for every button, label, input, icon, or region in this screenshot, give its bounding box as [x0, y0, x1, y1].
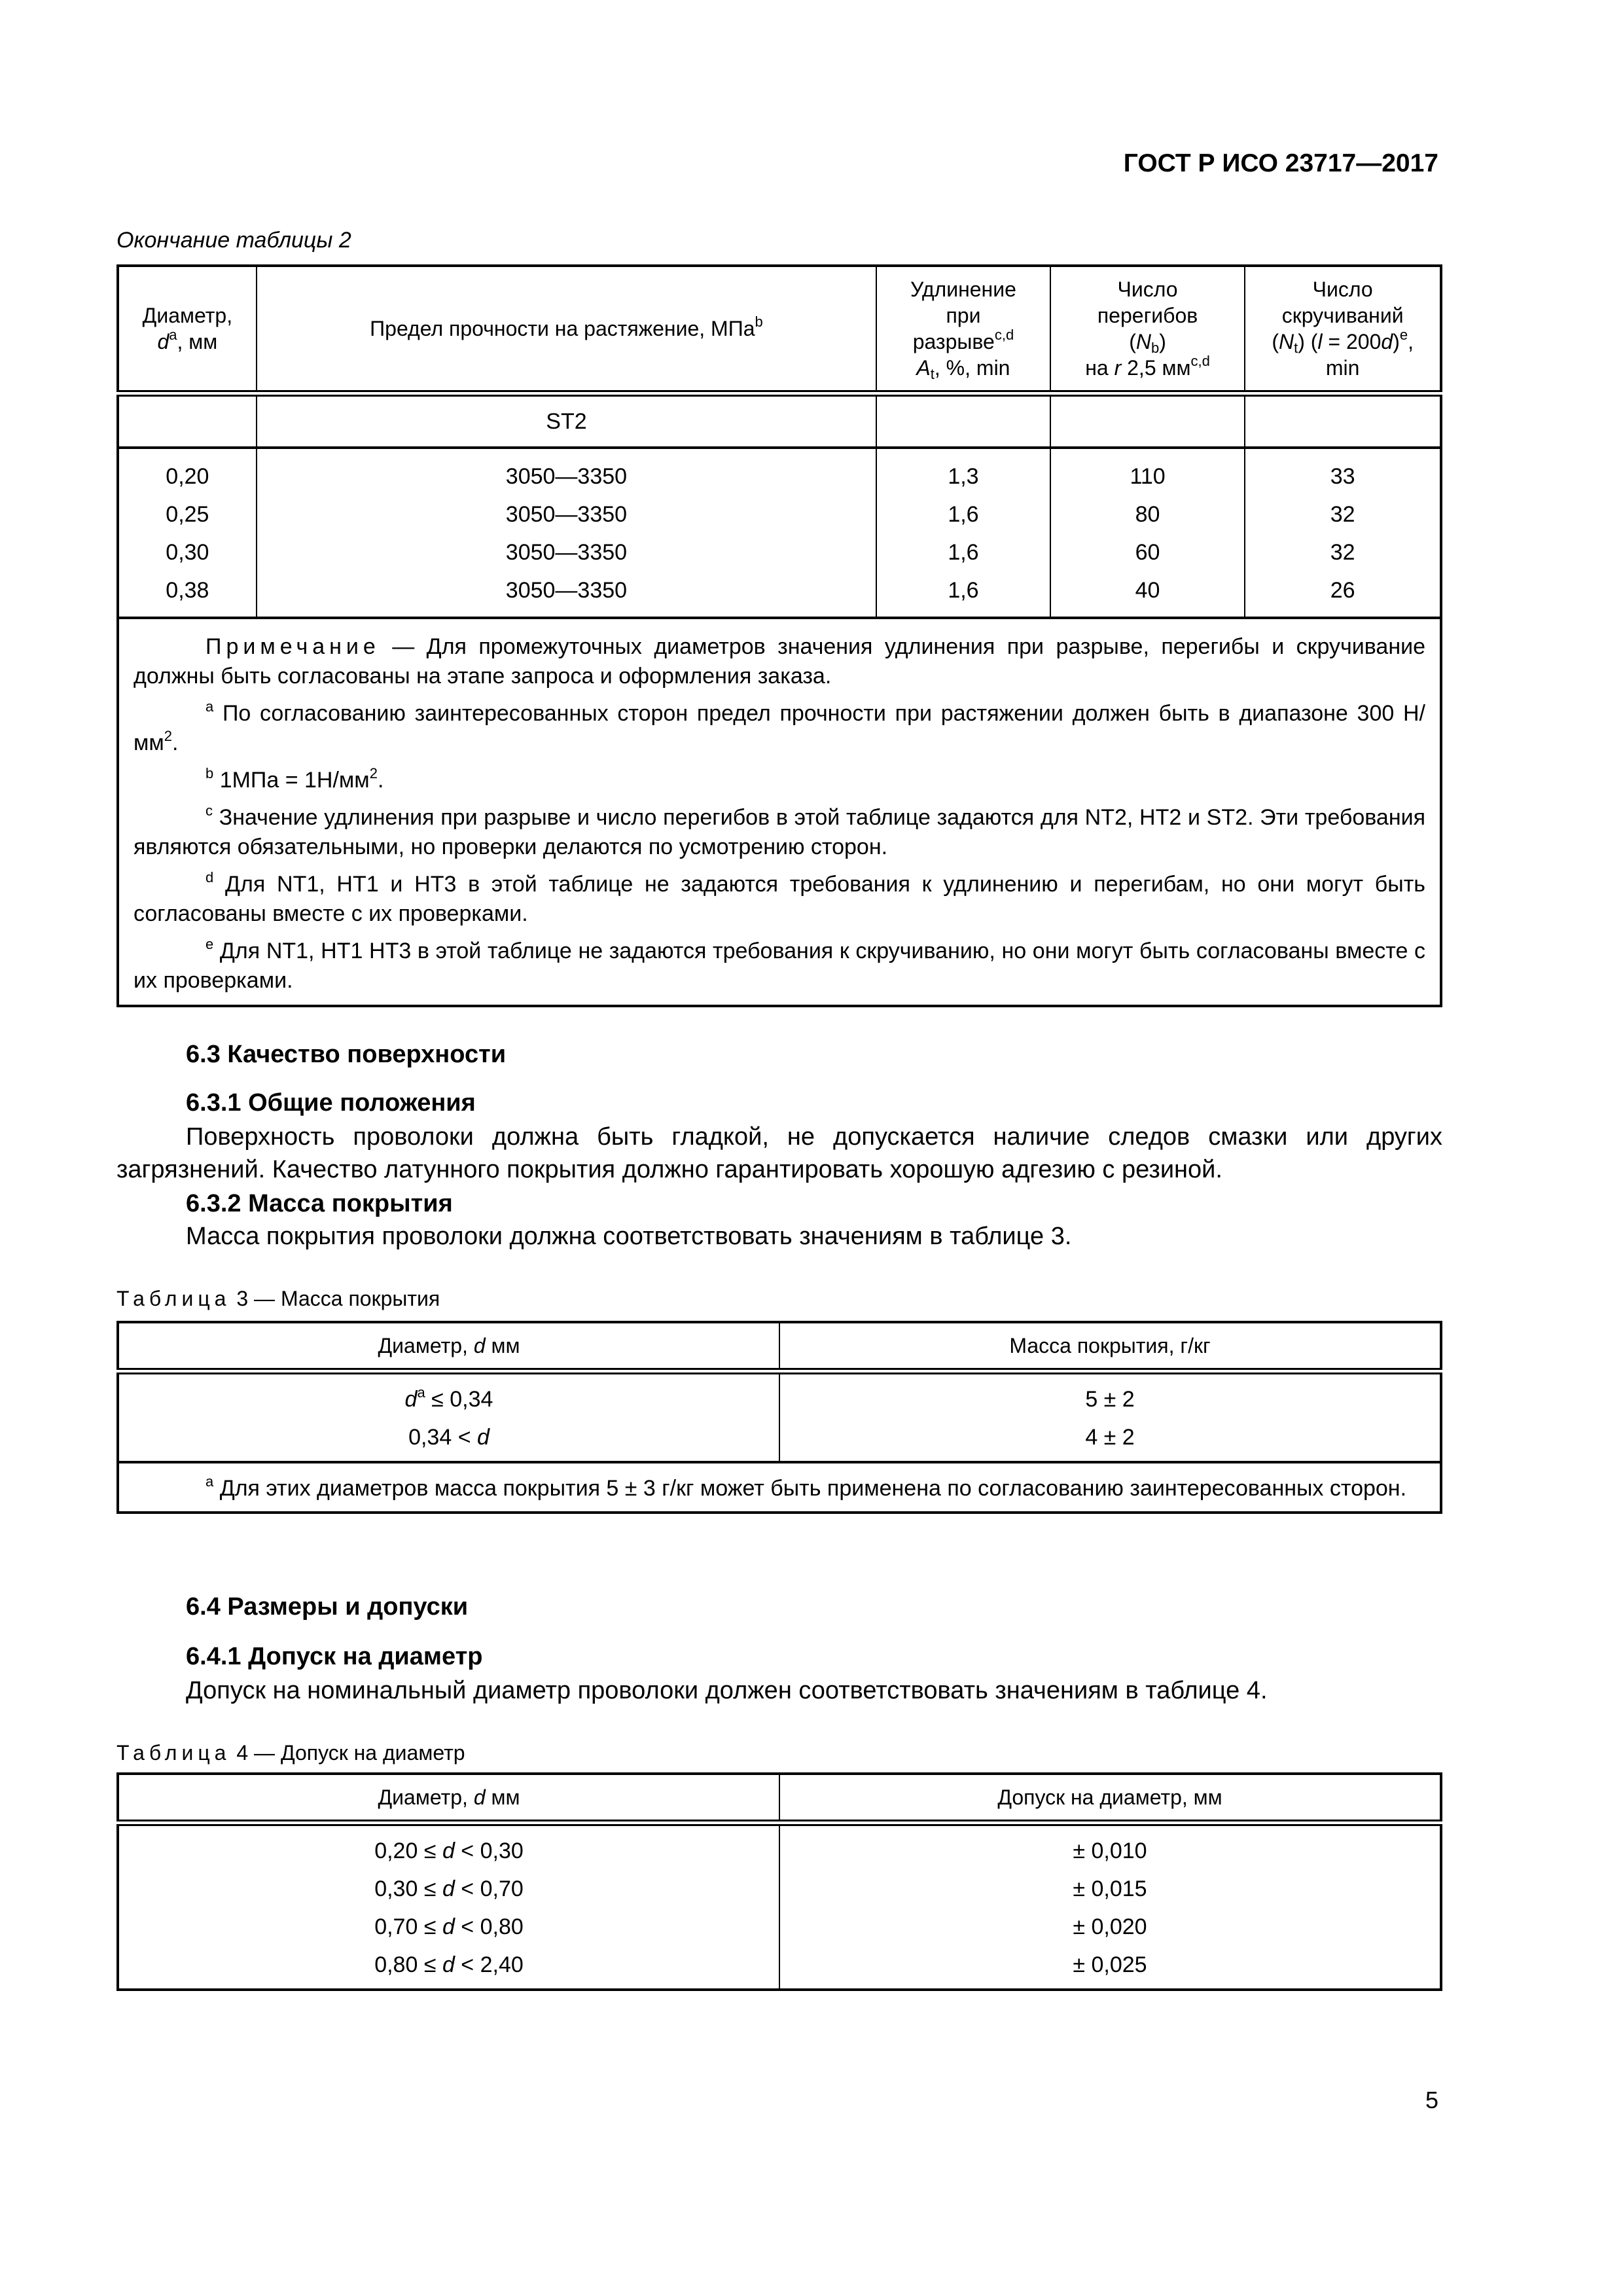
footnote-a: $^a$ По согласованию заинтересованных сторон предел прочности при растяжении должен быть в диапазоне 300 $Н/мм^2$. — [134, 698, 1425, 755]
header-coating-mass: Масса покрытия, г/кг — [779, 1322, 1441, 1371]
table-row: 0,30 ≤ d < 0,70 ± 0,015 — [118, 1870, 1441, 1908]
footnote-b: $^b$ $1МПа = 1Н/мм^2$. — [205, 765, 384, 793]
table3-footnote: $^a$ Для этих диаметров масса покрытия 5 ± 3 г/кг может быть применена по согласованию заинтересованных сторон. — [118, 1462, 1441, 1513]
header-tensile-strength: Предел прочности на растяжение, МПа$^b$ — [257, 266, 876, 393]
header-elongation: Удлинение при разрыве$^{c,d}$ $A_t$, %, min — [876, 266, 1050, 393]
footnote-e: $^e$ Для NT1, HT1 HT3 в этой таблице не задаются требования к скручиванию, но они могут быть согласованы вместе с их проверками. — [134, 936, 1425, 993]
header-diameter: Диаметр, d мм — [118, 1322, 779, 1371]
header-tolerance: Допуск на диаметр, мм — [779, 1774, 1441, 1823]
section-6-3-title: 6.3 Качество поверхности — [186, 1041, 507, 1068]
table-row: 0,34 < d 4 ± 2 — [118, 1418, 1441, 1462]
section-6-4-1-title: 6.4.1 Допуск на диаметр — [186, 1643, 483, 1670]
header-diameter: Диаметр, d мм — [118, 1774, 779, 1823]
table-2 — [116, 264, 1442, 1007]
section-6-3-2-text: Масса покрытия проволоки должна соответствовать значениям в таблице 3. — [186, 1223, 1072, 1250]
header-diameter: Диаметр, $d^a$, мм — [118, 266, 257, 393]
table-3 — [116, 1321, 1442, 1514]
table4-caption: Таблица 4 — Допуск на диаметр — [116, 1741, 465, 1765]
section-6-3-1-text: Поверхность проволоки должна быть гладкой, не допускается наличие следов смазки или других загрязнений. Качество латунного покрытия должно гарантировать хорошую адгезию с резиной. — [116, 1123, 1442, 1183]
footnote-d: $^d$ Для NT1, HT1 и HT3 в этой таблице не задаются требования к удлинению и перегибам, но они могут быть согласованы вместе с их проверками. — [134, 869, 1425, 926]
table2-header-row — [118, 266, 1441, 393]
table-row: $d^a \le 0,34$ 5 ± 2 — [118, 1371, 1441, 1418]
footnote-c: $^c$ Значение удлинения при разрыве и число перегибов в этой таблице задаются для NT2, HT2 и ST2. Эти требования являются обязательными, но проверки делаются по усмотрению сторон. — [134, 802, 1425, 859]
table-row: 0,25 3050—3350 1,6 80 32 — [118, 495, 1441, 533]
section-6-3-1-title: 6.3.1 Общие положения — [186, 1089, 476, 1117]
table2-caption: Окончание таблицы 2 — [116, 228, 351, 253]
section-6-4-1-text: Допуск на номинальный диаметр проволоки должен соответствовать значениям в таблице 4. — [186, 1677, 1268, 1704]
table-row: 0,20 ≤ d < 0,30 ± 0,010 — [118, 1823, 1441, 1870]
note-paragraph: Примечание — Для промежуточных диаметров значения удлинения при разрыве, перегибы и скручивание должны быть согласованы на этапе запроса и оформления заказа. — [134, 634, 1425, 689]
section-6-4-title: 6.4 Размеры и допуски — [186, 1593, 469, 1621]
table-4 — [116, 1772, 1442, 1991]
table-row: 0,20 3050—3350 1,3 110 33 — [118, 448, 1441, 495]
table-row: 0,80 ≤ d < 2,40 ± 0,025 — [118, 1946, 1441, 1990]
table2-notes — [118, 618, 1441, 1006]
header-bends: Число перегибов $(N_b)$ на r 2,5 мм$^{c,d}$ — [1050, 266, 1245, 393]
table-row: 0,30 3050—3350 1,6 60 32 — [118, 533, 1441, 571]
document-code: ГОСТ Р ИСО 23717—2017 — [1123, 149, 1438, 177]
grade-row — [118, 393, 1441, 448]
page-number: 5 — [1425, 2087, 1438, 2113]
grade-label: ST2 — [257, 393, 876, 448]
table4-header-row — [118, 1774, 1441, 1823]
table3-header-row — [118, 1322, 1441, 1371]
table3-caption: Таблица 3 — Масса покрытия — [116, 1287, 440, 1310]
section-6-3-2-title: 6.3.2 Масса покрытия — [186, 1190, 453, 1217]
table-row: 0,38 3050—3350 1,6 40 26 — [118, 571, 1441, 618]
header-twists: Число скручиваний $(N_t) (l = 200d)^e$, min — [1245, 266, 1441, 393]
table-row: 0,70 ≤ d < 0,80 ± 0,020 — [118, 1908, 1441, 1946]
